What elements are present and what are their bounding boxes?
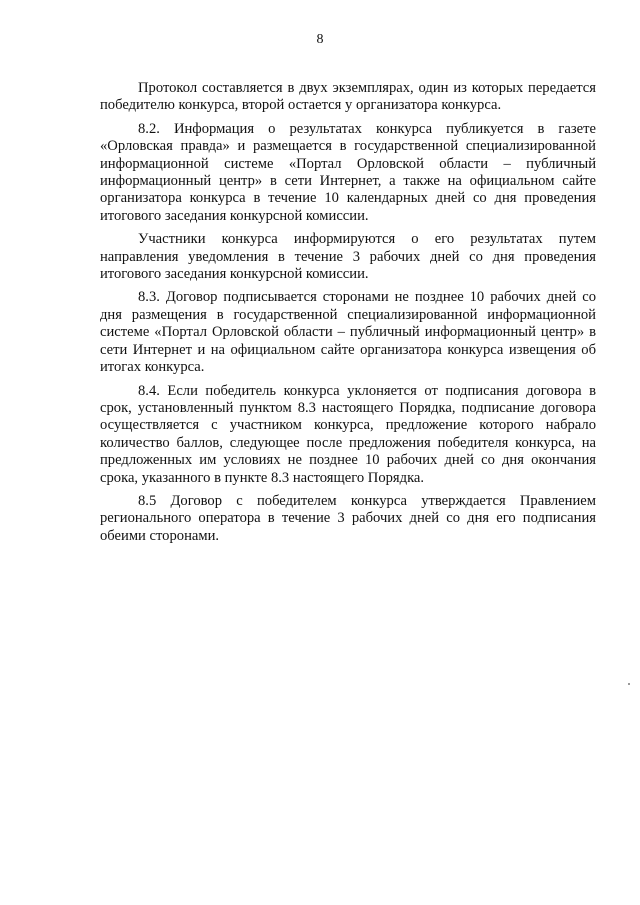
document-body: [100, 80, 596, 551]
paragraph-8-5: 8.5 Договор с победителем конкурса утверждается Правлением регионального оператора в течение 3 рабочих дней со дня его подписания обеими сторонами.: [100, 492, 596, 544]
paragraph-8-3: 8.3. Договор подписывается сторонами не позднее 10 рабочих дней со дня размещения в государственной специализированной информационной системе «Портал Орловской области – публичный информационный центр» в сети Интернет и на официальном сайте организатора конкурса извещения об итогах конкурса.: [100, 289, 596, 376]
paragraph-8-2: 8.2. Информация о результатах конкурса публикуется в газете «Орловская правда» и размещается в государственной специализированной информационной системе «Портал Орловской области – публичный информационный центр» в сети Интернет, а также на официальном сайте организатора конкурса в течение 10 календарных дней со дня проведения итогового заседания конкурсной комиссии.: [100, 120, 596, 224]
paragraph-protocol: Протокол составляется в двух экземплярах, один из которых передается победителю конкурса, второй остается у организатора конкурса.: [100, 80, 596, 114]
paragraph-participants-notice: Участники конкурса информируются о его результатах путем направления уведомления в течение 3 рабочих дней со дня проведения итогового заседания конкурсной комиссии.: [100, 231, 596, 283]
paragraph-8-4: 8.4. Если победитель конкурса уклоняется от подписания договора в срок, установленный пунктом 8.3 настоящего Порядка, подписание договора осуществляется с участником конкурса, предложение которого набрало количество баллов, следующее после предложения победителя конкурса, на предложенных им условиях не позднее 10 рабочих дней со дня окончания срока, указанного в пункте 8.3 настоящего Порядка.: [100, 382, 596, 486]
scan-speck: [628, 683, 630, 685]
page-number: 8: [316, 32, 324, 47]
